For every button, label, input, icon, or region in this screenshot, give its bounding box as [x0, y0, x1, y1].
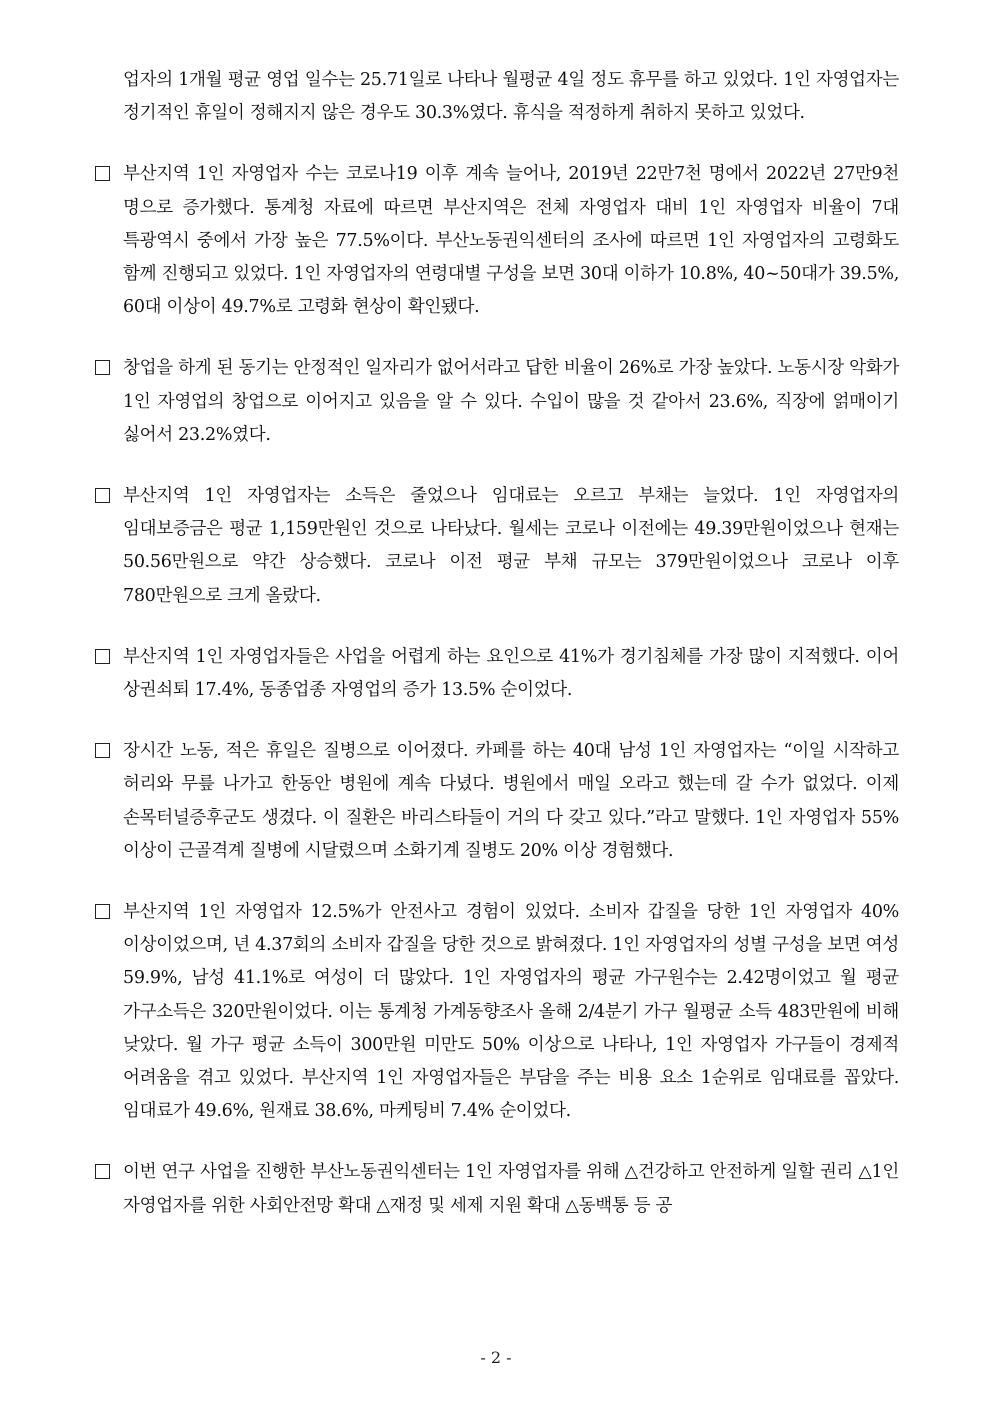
paragraph-startup-motive: 창업을 하게 된 동기는 안정적인 일자리가 없어서라고 답한 비율이 26%로 가장 높았다. 노동시장 악화가 1인 자영업의 창업으로 이어지고 있음을 알 수 있다. 수입이 많을 것 같아서 23.6%, 직장에 얽매이기 싫어서 23.2%였다. [93, 352, 899, 452]
paragraph-health: 장시간 노동, 적은 휴일은 질병으로 이어졌다. 카페를 하는 40대 남성 1인 자영업자는 “이일 시작하고 허리와 무릎 나가고 한동안 병원에 계속 다녔다. 병원에서 매일 오라고 했는데 갈 수가 없었다. 이제 손목터널증후군도 생겼다. 이 질환은 바리스타들이 거의 다 갖고 있다.”라고 말했다. 1인 자영업자 55% 이상이 근골격계 질병에 시달렸으며 소화기계 질병도 20% 이상 경험했다. [93, 735, 899, 868]
checkbox-bullet-icon [95, 904, 110, 919]
paragraph-continued: 업자의 1개월 평균 영업 일수는 25.71일로 나타나 월평균 4일 정도 휴무를 하고 있었다. 1인 자영업자는 정기적인 휴일이 정해지지 않은 경우도 30.3%였다. 휴식을 적정하게 취하지 못하고 있었다. [123, 70, 899, 124]
paragraph-policy-proposal: 이번 연구 사업을 진행한 부산노동권익센터는 1인 자영업자를 위해 △건강하고 안전하게 일할 권리 △1인 자영업자를 위한 사회안전망 확대 △재정 및 세제 지원 확대 △동백통 등 공 [93, 1156, 899, 1222]
checkbox-bullet-icon [95, 649, 110, 664]
checkbox-bullet-icon [95, 743, 110, 758]
checkbox-bullet-icon [95, 360, 110, 375]
checkbox-bullet-icon [95, 1164, 110, 1179]
checkbox-bullet-icon [95, 488, 110, 503]
document-body [93, 64, 899, 1251]
paragraph-safety-income: 부산지역 1인 자영업자 12.5%가 안전사고 경험이 있었다. 소비자 갑질을 당한 1인 자영업자 40% 이상이었으며, 년 4.37회의 소비자 갑질을 당한 것으로 밝혀졌다. 1인 자영업자의 성별 구성을 보면 여성 59.9%, 남성 41.1%로 여성이 더 많았다. 1인 자영업자의 평균 가구원수는 2.42명이었고 월 평균 가구소득은 320만원이었다. 이는 통계청 가계동향조사 올해 2/4분기 가구 월평균 소득 483만원에 비해 낮았다. 월 가구 평균 소득이 300만원 미만도 50% 이상으로 나타나, 1인 자영업자 가구들이 경제적 어려움을 겪고 있었다. 부산지역 1인 자영업자들은 부담을 주는 비용 요소 1순위로 임대료를 꼽았다. 임대료가 49.6%, 원재료 38.6%, 마케팅비 7.4% 순이었다. [93, 896, 899, 1128]
paragraph-rent-debt: 부산지역 1인 자영업자는 소득은 줄었으나 임대료는 오르고 부채는 늘었다. 1인 자영업자의 임대보증금은 평균 1,159만원인 것으로 나타났다. 월세는 코로나 이전에는 49.39만원이었으나 현재는 50.56만원으로 약간 상승했다. 코로나 이전 평균 부채 규모는 379만원이었으나 코로나 이후 780만원으로 크게 올랐다. [93, 480, 899, 613]
checkbox-bullet-icon [95, 166, 110, 181]
paragraph-business-difficulty: 부산지역 1인 자영업자들은 사업을 어렵게 하는 요인으로 41%가 경기침체를 가장 많이 지적했다. 이어 상권쇠퇴 17.4%, 동종업종 자영업의 증가 13.5% 순이었다. [93, 641, 899, 707]
paragraph-self-employed-growth: 부산지역 1인 자영업자 수는 코로나19 이후 계속 늘어나, 2019년 22만7천 명에서 2022년 27만9천 명으로 증가했다. 통계청 자료에 따르면 부산지역은 전체 자영업자 대비 1인 자영업자 비율이 7대 특광역시 중에서 가장 높은 77.5%이다. 부산노동권익센터의 조사에 따르면 1인 자영업자의 고령화도 함께 진행되고 있었다. 1인 자영업자의 연령대별 구성을 보면 30대 이하가 10.8%, 40~50대가 39.5%, 60대 이상이 49.7%로 고령화 현상이 확인됐다. [93, 158, 899, 324]
page-number: - 2 - [480, 1348, 512, 1367]
